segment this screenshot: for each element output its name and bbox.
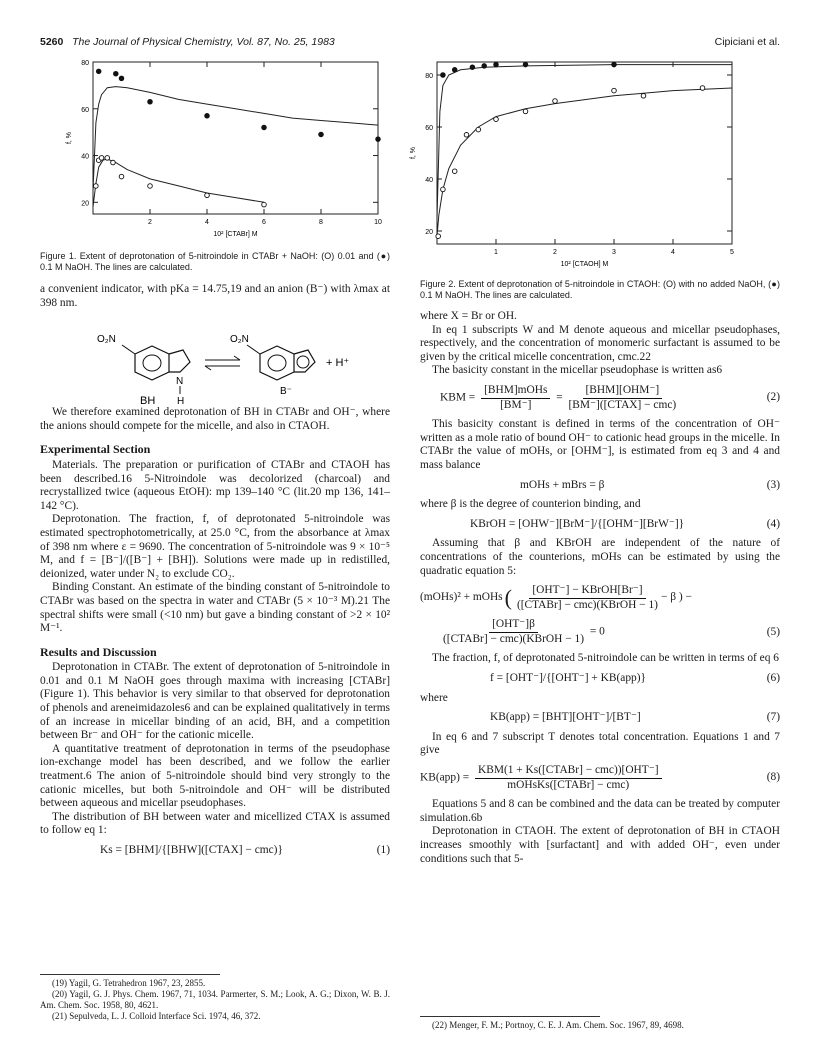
- scheme-label-h: H: [177, 396, 185, 408]
- intro-text: a convenient indicator, with pKa = 14.75,19 and an anion (B⁻) with λmax at 398 nm.: [40, 283, 390, 309]
- data-point-open: [452, 169, 457, 174]
- journal-title: The Journal of Physical Chemistry, Vol. 87, No. 25, 1983: [72, 36, 335, 48]
- x-tick-label: 5: [730, 249, 734, 256]
- data-point-open: [553, 99, 558, 104]
- data-point-open: [436, 234, 441, 239]
- data-point-filled: [148, 99, 153, 104]
- footnote-rule-left: [40, 974, 220, 975]
- data-point-open: [494, 117, 499, 122]
- equation-5-fraction-2: [443, 618, 584, 646]
- y-tick-label: 80: [425, 73, 433, 80]
- calculated-curve: [437, 88, 732, 236]
- data-point-open: [700, 86, 705, 91]
- right-paragraph-5: where β is the degree of counterion binding, and: [420, 498, 641, 511]
- y-tick-label: 20: [425, 229, 433, 236]
- y-axis-label: f, %: [410, 146, 417, 160]
- data-point-open: [148, 184, 153, 189]
- equation-5-lhs: (mOHs)² + mOHs: [420, 591, 503, 604]
- right-column: [420, 310, 780, 866]
- data-point-open: [476, 127, 481, 132]
- equilibrium-arrow-forward-head: [234, 356, 240, 360]
- scheme-label-o2n-left: O₂N: [97, 334, 116, 346]
- equation-1-body: Ks = [BHM]/{[BHW]([CTAX] − cmc)}: [100, 844, 283, 856]
- right-references: [420, 1010, 780, 1031]
- figure-1-caption: Figure 1. Extent of deprotonation of 5-nitroindole in CTABr + NaOH: (O) 0.01 and (●) 0.1 M NaOH. The lines are calculated.: [40, 251, 390, 272]
- right-paragraph-9: In eq 6 and 7 subscript T denotes total concentration. Equations 1 and 7 give: [420, 730, 780, 757]
- b-aromatic-circle: [268, 355, 286, 371]
- equation-8-number: (8): [766, 771, 780, 784]
- figure-2-chart: [412, 56, 782, 276]
- paragraph-materials: Materials. The preparation or purification of CTABr and CTAOH has been described.16 5-Nitroindole was decolorized (charcoal) and recrystallized twice (aqueous EtOH): mp 139–140 °C (lit.20 mp 136, 141–142 °C).: [40, 458, 390, 512]
- equation-6-number: (6): [766, 672, 780, 685]
- b-benzene-ring: [260, 346, 294, 380]
- paragraph-distribution: The distribution of BH between water and micellized CTAX is assumed to follow eq 1:: [40, 810, 390, 837]
- equation-7-number: (7): [766, 711, 780, 724]
- paragraph-deprotonation: Deprotonation. The fraction, f, of deprotonated 5-nitroindole was estimated spectrophotometrically, at 25.0 °C, from the absorbance at λmax of 398 nm where ε = 9690. The concentration of 5-nitroindole was 9 × 10⁻⁵ M, and f = [B⁻]/([B⁻] + [BH]). Solutions were made up in redistilled, deionized, water under N₂ to exclude CO₂.: [40, 513, 390, 580]
- scheme-label-bh: BH: [140, 395, 156, 408]
- reference-21: (21) Sepulveda, L. J. Colloid Interface Sci. 1974, 46, 372.: [52, 1011, 261, 1021]
- data-point-filled: [119, 76, 124, 81]
- equation-2-den-1: [BM⁻]: [500, 398, 532, 411]
- equation-3-body: mOHs + mBrs = β: [520, 478, 605, 491]
- data-point-filled: [205, 113, 210, 118]
- equation-5-den-2: ([CTABr] − cmc)(KBrOH − 1): [443, 632, 584, 645]
- right-paragraph-11: Deprotonation in CTAOH. The extent of deprotonation of BH in CTAOH increases smoothly with [surfactant] and with added OH⁻, even under conditions such that 5-: [420, 825, 780, 865]
- data-point-open: [205, 193, 210, 198]
- data-point-filled: [376, 137, 381, 142]
- reference-22: (22) Menger, F. M.; Portnoy, C. E. J. Am. Chem. Soc. 1967, 89, 4698.: [432, 1020, 684, 1030]
- plot-frame: [93, 62, 378, 214]
- equation-5-num-2: [OHT⁻]β: [489, 618, 538, 633]
- equation-8-fraction: [475, 764, 662, 792]
- right-paragraph-3: The basicity constant in the micellar pseudophase is written as6: [432, 364, 723, 377]
- x-tick-label: 2: [148, 219, 152, 226]
- equation-2-lhs: KBM =: [440, 391, 476, 404]
- section-results: Results and Discussion: [40, 644, 157, 659]
- y-tick-label: 80: [81, 60, 89, 67]
- footnote-rule-right: [420, 1016, 600, 1017]
- right-paragraph-4: This basicity constant is defined in terms of the concentration of OH⁻ written as a mole ratio of bound OH⁻ to cationic head groups in the micelle. In CTABr the value of mOHs, or [OHM⁻], is estimated from eq 3 and 4 and mass balance: [420, 418, 780, 471]
- data-point-filled: [114, 71, 119, 76]
- equation-6-body: f = [OHT⁻]/{[OHT⁻] + KB(app)}: [490, 672, 647, 685]
- equation-7-body: KB(app) = [BHT][OHT⁻]/[BT⁻]: [490, 711, 641, 724]
- running-header: [40, 36, 780, 48]
- equation-2-number: (2): [766, 391, 780, 404]
- reference-19: (19) Yagil, G. Tetrahedron 1967, 23, 2855.: [52, 978, 206, 988]
- equation-8-num: KBM(1 + Ks([CTABr] − cmc))[OHT⁻]: [475, 764, 662, 779]
- equilibrium-arrow-back-head: [205, 366, 211, 370]
- page-number: 5260: [40, 36, 64, 48]
- right-paragraph-2: In eq 1 subscripts W and M denote aqueous and micellar pseudophases, respectively, and the concentration of monomeric surfactant is assumed to be given by the critical micelle concentration, cmc.22: [420, 323, 780, 363]
- equation-5-num-1: [OHT⁻] − KBrOH[Br⁻]: [529, 584, 645, 599]
- left-column: [40, 283, 390, 864]
- reference-20: (20) Yagil, G. J. Phys. Chem. 1967, 71, 1034. Parmerter, S. M.; Look, A. G.; Dixon, W. B. J. Am. Chem. Soc. 1958, 80, 4621.: [40, 989, 390, 1010]
- equation-2: KBM = $\frac{\text{[BHM]mOHs}}{[BM^-]}$ = $\frac{\text{[BHM][OHM⁻]}}{\text{[BM⁻]([CTAX] − cmc)}}$ (2): [440, 383, 780, 411]
- data-point-open: [94, 184, 99, 189]
- equation-2-fraction-2: [569, 384, 677, 412]
- scheme-label-plus-h: + H⁺: [326, 357, 350, 370]
- data-point-filled: [262, 125, 267, 130]
- data-point-open: [612, 88, 617, 93]
- equation-2-num-2: [BHM][OHM⁻]: [583, 384, 663, 399]
- right-paragraph-1: where X = Br or OH.: [420, 310, 517, 322]
- data-point-open: [99, 156, 104, 161]
- equation-5-tail-2: = 0: [589, 625, 605, 638]
- paragraph-binding-constant: Binding Constant. An estimate of the binding constant of 5-nitroindole to CTABr was based on the spectra in water and CTABr (5 × 10⁻³ M).21 The spectral shifts were small (<10 nm) but gave a binding constant of >2 × 10² M⁻¹.: [40, 581, 390, 635]
- equation-1: [40, 844, 390, 858]
- y-tick-label: 60: [81, 106, 89, 114]
- x-tick-label: 6: [262, 219, 266, 226]
- equation-4-body: KBrOH = [OHW⁻][BrM⁻]/{[OHM⁻][BrW⁻]}: [470, 517, 685, 530]
- author-line: Cipiciani et al.: [714, 36, 780, 48]
- reaction-scheme: [40, 312, 390, 408]
- equation-5-den-1: ([CTABr] − cmc)(KBrOH − 1): [516, 598, 658, 611]
- equation-8-den: mOHsKs([CTABr] − cmc): [507, 778, 630, 791]
- bh-nitro-bond: [122, 345, 135, 354]
- right-paragraph-10: Equations 5 and 8 can be combined and the data can be treated by computer simulation.6b: [420, 798, 780, 824]
- x-tick-label: 10: [374, 219, 382, 226]
- scheme-label-o2n-right: O₂N: [230, 334, 249, 346]
- x-tick-label: 8: [319, 219, 323, 226]
- section-experimental: Experimental Section: [40, 442, 151, 457]
- b-charge-circle: [297, 356, 309, 368]
- y-axis-label: f, %: [66, 131, 73, 145]
- data-point-filled: [452, 68, 457, 73]
- data-point-filled: [494, 62, 499, 67]
- equation-5-fraction-1: [517, 584, 658, 612]
- equation-5-line-2: [420, 618, 780, 646]
- paragraph-ctabr: Deprotonation in CTABr. The extent of deprotonation of 5-nitroindole in 0.01 and 0.1 M NaOH goes through maxima with increasing [CTABr] (Figure 1). This behavior is very similar to that observed for deprotonation of phenols and areneimidazoles6 and can be explained qualitatively in terms of an increase in micellar binding of an acid, BH, and a competition between Br⁻ and OH⁻ for the cationic micelle.: [40, 661, 390, 742]
- x-axis-label: 10² [CTABr] M: [213, 231, 258, 238]
- data-point-filled: [441, 73, 446, 78]
- equation-5-line-1: (mOHs)² + mOHs ( $\frac{\text{[OHT⁻] − KBrOH[Br⁻]}}{\text{([CTABr] − cmc)(KBrOH − 1)}}$ − β ) −: [420, 584, 692, 611]
- equation-5-tail-1: − β ) −: [660, 591, 692, 604]
- equation-4-number: (4): [766, 517, 780, 530]
- data-point-open: [464, 133, 469, 138]
- plot-frame: [437, 62, 732, 244]
- equation-7: [420, 711, 780, 725]
- data-point-open: [119, 174, 124, 179]
- scheme-label-b-minus: B⁻: [280, 386, 292, 398]
- calculated-curve: [437, 65, 732, 218]
- bh-pyrrole-ring: [169, 350, 190, 372]
- data-point-filled: [470, 65, 475, 70]
- y-tick-label: 40: [425, 177, 433, 184]
- data-point-open: [641, 94, 646, 99]
- x-tick-label: 2: [553, 249, 557, 256]
- data-point-filled: [319, 132, 324, 137]
- calculated-curve: [93, 159, 264, 207]
- data-point-open: [441, 187, 446, 192]
- left-references: [40, 968, 390, 1022]
- x-tick-label: 4: [205, 219, 209, 226]
- x-axis-label: 10² [CTAOH] M: [560, 261, 609, 268]
- calculated-curve: [93, 87, 378, 191]
- equation-3-number: (3): [766, 478, 780, 491]
- data-point-filled: [523, 62, 528, 67]
- equation-1-number: (1): [376, 844, 390, 856]
- paragraph-quantitative: A quantitative treatment of deprotonation in terms of the pseudophase ion-exchange model has been described, and we follow the earlier treatment.6 The anion of 5-nitroindole should bind very strongly to the cationic micelles, but both 5-nitroindole and OH⁻ will be distributed between aqueous and micellar pseudophases.: [40, 742, 390, 810]
- equation-2-fraction-1: [481, 384, 550, 412]
- y-tick-label: 20: [81, 200, 89, 208]
- b-nitro-bond: [247, 345, 260, 354]
- figure-2-caption: Figure 2. Extent of deprotonation of 5-nitroindole in CTAOH: (O) with no added NaOH, (●) 0.1 M NaOH. The lines are calculated.: [420, 279, 780, 300]
- equation-2-den-2: [BM⁻]([CTAX] − cmc): [568, 398, 677, 411]
- y-tick-label: 60: [425, 125, 433, 132]
- data-point-open: [523, 109, 528, 114]
- equation-5-number: (5): [766, 625, 780, 638]
- data-point-filled: [482, 64, 487, 69]
- bh-benzene-ring: [135, 346, 169, 380]
- x-tick-label: 3: [612, 249, 616, 256]
- data-point-open: [262, 202, 267, 207]
- paragraph-1: We therefore examined deprotonation of BH in CTABr and OH⁻, where the anions should compete for the micelle, and also in CTAOH.: [40, 406, 390, 432]
- y-tick-label: 40: [81, 153, 89, 161]
- equation-6: [420, 672, 780, 686]
- figure-1-chart: [38, 56, 388, 248]
- bh-aromatic-circle: [143, 355, 161, 371]
- right-paragraph-7: The fraction, f, of deprotonated 5-nitroindole can be written in terms of eq 6: [432, 652, 779, 665]
- equation-8-lhs: KB(app) =: [420, 771, 470, 784]
- x-tick-label: 4: [671, 249, 675, 256]
- equation-8: [420, 764, 780, 792]
- equation-3: [420, 479, 780, 493]
- data-point-filled: [612, 62, 617, 67]
- data-point-open: [105, 156, 110, 161]
- scheme-label-n-left: N: [176, 376, 184, 388]
- x-tick-label: 1: [494, 249, 498, 256]
- data-point-filled: [96, 69, 101, 74]
- right-paragraph-6: Assuming that β and KBrOH are independent of the nature of concentrations of the counterions, mOHs can be estimated by using the quadratic equation 5:: [420, 537, 780, 577]
- data-point-open: [111, 160, 116, 165]
- equation-4: [420, 518, 780, 532]
- right-paragraph-8: where: [420, 691, 448, 704]
- equation-2-num-1: [BHM]mOHs: [481, 384, 550, 399]
